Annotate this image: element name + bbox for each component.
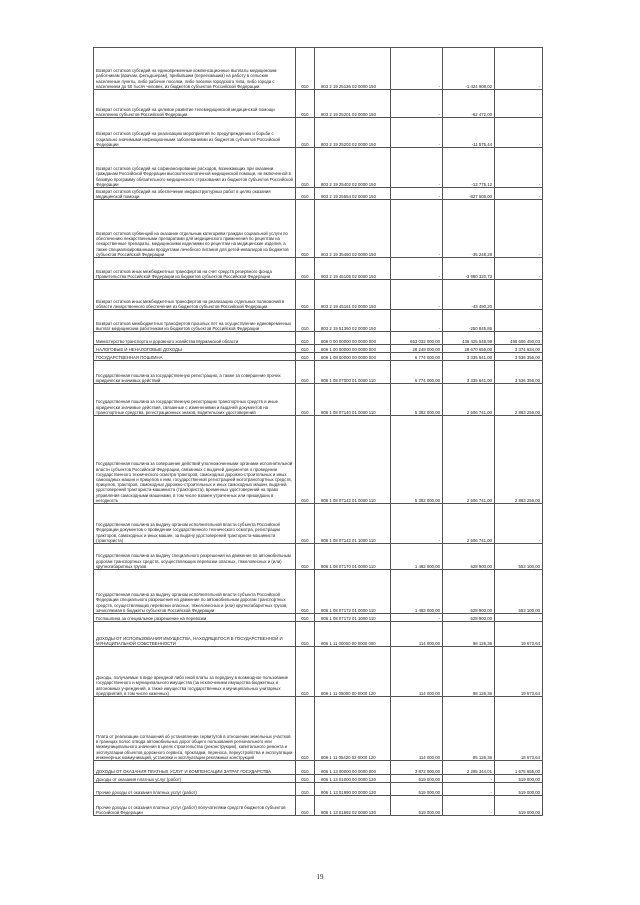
row-name: Возврат остатков межбюджетных трансфертов прошлых лет на осуществление единовременных выплат медицинским работникам из бюджетов субъектов Российской Федерации <box>94 310 296 332</box>
table-row <box>94 544 543 570</box>
row-kbk: 803 2 19 45105 02 0000 150 <box>315 258 391 280</box>
row-executed: 628 900,00 <box>443 614 495 622</box>
row-name: Государственная пошлина за выдачу специального разрешения на движение по автомобильным дорогам транспортных средств, осуществляющих перевозки опасных, тяжеловесных и (или) крупногабаритных грузов <box>94 544 296 570</box>
row-code: 010 <box>296 622 315 647</box>
row-code: 010 <box>296 783 315 796</box>
table-row <box>94 280 543 310</box>
row-approved: 5 392 000,00 <box>391 384 443 416</box>
row-kbk: 803 2 19 25554 02 0000 150 <box>315 188 391 200</box>
row-kbk: 806 1 11 05000 00 0000 120 <box>315 647 391 697</box>
row-approved: 519 000,00 <box>391 775 443 783</box>
row-kbk: 803 2 19 25201 02 0000 150 <box>315 90 391 118</box>
row-kbk: 806 1 13 01992 02 0000 130 <box>315 796 391 816</box>
row-approved: 653 032 000,00 <box>391 332 443 345</box>
row-unexecuted: - <box>495 310 543 332</box>
row-name: ГОСУДАРСТВЕННАЯ ПОШЛИНА <box>94 353 296 361</box>
table-row <box>94 697 543 761</box>
row-kbk: 806 1 11 00000 00 0000 000 <box>315 622 391 647</box>
table-row <box>94 258 543 280</box>
row-unexecuted: 553 100,00 <box>495 544 543 570</box>
row-executed: 98 126,36 <box>443 647 495 697</box>
row-kbk: 806 1 08 07172 01 1000 110 <box>315 614 391 622</box>
table-row <box>94 796 543 816</box>
row-unexecuted: 519 000,00 <box>495 775 543 783</box>
row-name: Возврат остатков субсидий на софинансирование расходов, возникающих при оказании гражданам Российской Федерации высокотехнологичной медицинской помощи, не включенной в базовую программу обязательного медицинского страхования из бюджетов субъектов Российской Федерации <box>94 148 296 188</box>
table-row <box>94 345 543 353</box>
row-name: Возврат остатков субсидий на единовременные компенсационные выплаты медицинским работникам (врачам, фельдшерам), прибывшим (переехавшим) на работу в сельские населенные пункты, либо рабочие поселки, либо поселки городского типа, либо города с населением до 50 тысяч человек, из бюджетов субъектов Российской Федерации <box>94 48 296 90</box>
row-kbk: 806 1 08 07140 01 0000 110 <box>315 384 391 416</box>
row-unexecuted: - <box>495 258 543 280</box>
row-name: Госпошлина за специальное разрешение на перевозки <box>94 614 296 622</box>
row-executed: 628 900,00 <box>443 544 495 570</box>
row-code: 010 <box>296 544 315 570</box>
row-approved: - <box>391 118 443 148</box>
row-code: 010 <box>296 361 315 384</box>
row-executed: -3 990 320,73 <box>443 258 495 280</box>
row-code: 010 <box>296 90 315 118</box>
row-executed: 628 900,00 <box>443 570 495 614</box>
row-kbk: 806 1 08 00000 00 0000 000 <box>315 353 391 361</box>
row-unexecuted: - <box>495 118 543 148</box>
row-name: Доходы от оказания платных услуг (работ) <box>94 775 296 783</box>
row-executed: 95 126,36 <box>443 697 495 761</box>
row-approved: - <box>391 48 443 90</box>
row-approved: 6 774 000,00 <box>391 353 443 361</box>
row-approved: 1 482 000,00 <box>391 570 443 614</box>
row-name: Прочие доходы от оказания платных услуг (работ) получателями средств бюджетов субъектов Российской Федерации <box>94 796 296 816</box>
row-code: 010 <box>296 796 315 816</box>
row-kbk: 803 2 19 25202 02 0000 150 <box>315 118 391 148</box>
row-approved: - <box>391 614 443 622</box>
row-executed: 98 126,36 <box>443 622 495 647</box>
table-row <box>94 353 543 361</box>
table-row <box>94 48 543 90</box>
row-executed: -827 505,00 <box>443 188 495 200</box>
row-approved: 114 000,00 <box>391 647 443 697</box>
row-executed: -1 424 908,02 <box>443 48 495 90</box>
row-name: Возврат остатков иных межбюджетных трансфертов на счет средств резервного фонда Правительства Российской Федерации из бюджетов субъектов Российской Федерации <box>94 258 296 280</box>
row-unexecuted: 2 883 256,00 <box>495 416 543 504</box>
table-row <box>94 761 543 775</box>
row-executed: 2 606 741,00 <box>443 384 495 416</box>
row-name: Государственная пошлина за совершение действий уполномоченными органами исполнительной власти субъектов Российской Федерации, связанных с выдачей документов о проведении государственного технического осмотра тракторов, самоходных дорожно-строительных и иных самоходных машин и прицепов к ним, государственной регистрацией мототранспортных средств, прицепов, тракторов, самоходных дорожно-строительных и иных самоходных машин, выдачей удостоверений тракториста-машиниста (тракториста), временных удостоверений на право управления самоходными машинами, в том числе взамен утраченных или пришедших в негодность <box>94 416 296 504</box>
row-kbk: 806 1 08 07142 01 1000 110 <box>315 504 391 544</box>
table-row <box>94 118 543 148</box>
row-approved: - <box>391 504 443 544</box>
row-executed: 2 295 344,01 <box>443 761 495 775</box>
row-name: ДОХОДЫ ОТ ОКАЗАНИЯ ПЛАТНЫХ УСЛУГ И КОМПЕНСАЦИИ ЗАТРАТ ГОСУДАРСТВА <box>94 761 296 775</box>
row-executed: -13 775,12 <box>443 148 495 188</box>
row-name: Государственная пошлина за выдачу органом исполнительной власти субъекта Российской Федерации специального разрешения на движение по автомобильным дорогам транспортных средств, осуществляющих перевозки опасных, тяжеловесных и (или) крупногабаритных грузов, зачисляемая в бюджеты субъектов Российской Федерации <box>94 570 296 614</box>
row-name: ДОХОДЫ ОТ ИСПОЛЬЗОВАНИЯ ИМУЩЕСТВА, НАХОДЯЩЕГОСЯ В ГОСУДАРСТВЕННОЙ И МУНИЦИПАЛЬНОЙ СОБСТВЕННОСТИ <box>94 622 296 647</box>
table-row <box>94 570 543 614</box>
row-unexecuted: - <box>495 504 543 544</box>
row-code: 010 <box>296 48 315 90</box>
table-row <box>94 148 543 188</box>
row-approved: 1 482 000,00 <box>391 544 443 570</box>
row-approved: - <box>391 148 443 188</box>
row-name: Возврат остатков субсидий на целевое развитие телемедицинской медицинской помощи населению субъектов Российской Федерации <box>94 90 296 118</box>
row-approved: 3 872 000,00 <box>391 761 443 775</box>
row-kbk: 803 2 19 51360 02 0000 150 <box>315 310 391 332</box>
row-name: Возврат остатков субсидий на реализацию мероприятий по предупреждению и борьбе с социально значимыми инфекционными заболеваниями из бюджетов субъектов Российской Федерации <box>94 118 296 148</box>
row-approved: 519 000,00 <box>391 783 443 796</box>
table-row <box>94 614 543 622</box>
row-code: 010 <box>296 258 315 280</box>
row-unexecuted: 1 675 655,00 <box>495 761 543 775</box>
row-kbk: 806 1 13 00000 00 0000 000 <box>315 761 391 775</box>
row-code: 010 <box>296 775 315 783</box>
table-row <box>94 200 543 258</box>
table-row <box>94 775 543 783</box>
row-kbk: 806 0 00 00000 00 0000 000 <box>315 332 391 345</box>
row-code: 010 <box>296 345 315 353</box>
row-approved: 114 000,00 <box>391 622 443 647</box>
row-code: 010 <box>296 647 315 697</box>
row-code: 010 <box>296 697 315 761</box>
row-approved: 5 392 000,00 <box>391 416 443 504</box>
row-unexecuted: 519 000,00 <box>495 796 543 816</box>
row-code: 010 <box>296 416 315 504</box>
revenue-table <box>93 47 543 816</box>
row-unexecuted: - <box>495 280 543 310</box>
row-approved: 519 000,00 <box>391 796 443 816</box>
row-code: 010 <box>296 280 315 310</box>
row-kbk: 806 1 00 00000 00 0000 000 <box>315 345 391 353</box>
row-code: 010 <box>296 353 315 361</box>
row-code: 010 <box>296 188 315 200</box>
row-code: 010 <box>296 148 315 188</box>
row-code: 010 <box>296 384 315 416</box>
row-executed: -250 845,86 <box>443 310 495 332</box>
row-kbk: 806 1 13 01990 00 0000 130 <box>315 783 391 796</box>
table-row <box>94 188 543 200</box>
row-unexecuted: 553 100,00 <box>495 570 543 614</box>
row-unexecuted: - <box>495 90 543 118</box>
row-name: Прочие доходы от оказания платных услуг (работ) <box>94 783 296 796</box>
table-row <box>94 504 543 544</box>
row-name: Доходы, получаемые в виде арендной либо иной платы за передачу в возмездное пользование государственного и муниципального имущества (за исключением имущества бюджетных и автономных учреждений, а также имущества государственных и муниципальных унитарных предприятий, в том числе казенных) <box>94 647 296 697</box>
row-code: 010 <box>296 614 315 622</box>
row-approved: - <box>391 188 443 200</box>
row-unexecuted: 3 536 356,00 <box>495 361 543 384</box>
table-row <box>94 647 543 697</box>
row-unexecuted: 19 673,64 <box>495 622 543 647</box>
table-row <box>94 783 543 796</box>
row-unexecuted: 2 883 256,00 <box>495 384 543 416</box>
row-code: 010 <box>296 504 315 544</box>
row-name: Министерство транспорта и дорожного хозяйства Мурманской области <box>94 332 296 345</box>
row-kbk: 806 1 11 05420 02 0000 120 <box>315 697 391 761</box>
row-executed: 28 670 655,00 <box>443 345 495 353</box>
row-unexecuted: 496 606 450,03 <box>495 332 543 345</box>
row-unexecuted: 19 673,64 <box>495 647 543 697</box>
row-kbk: 803 2 19 35460 02 0000 150 <box>315 200 391 258</box>
report-table-container <box>93 47 542 816</box>
row-kbk: 806 1 08 07170 01 0000 110 <box>315 544 391 570</box>
row-executed: 436 425 548,99 <box>443 332 495 345</box>
row-name: Государственная пошлина за государственную регистрацию, а также за совершение прочих юридически значимых действий <box>94 361 296 384</box>
table-row <box>94 332 543 345</box>
page-number: 19 <box>316 873 324 881</box>
row-executed: -35 248,28 <box>443 200 495 258</box>
revenue-table-body <box>94 48 543 816</box>
row-unexecuted: 18 673,64 <box>495 697 543 761</box>
row-code: 010 <box>296 332 315 345</box>
row-unexecuted: - <box>495 614 543 622</box>
row-unexecuted: - <box>495 188 543 200</box>
row-approved: - <box>391 258 443 280</box>
row-kbk: 806 1 08 07142 01 0000 110 <box>315 416 391 504</box>
row-executed: 3 335 641,00 <box>443 361 495 384</box>
row-unexecuted: - <box>495 48 543 90</box>
row-executed: 3 335 641,00 <box>443 353 495 361</box>
row-executed: -43 490,20 <box>443 280 495 310</box>
row-executed: - <box>443 775 495 783</box>
row-executed: -11 575,44 <box>443 118 495 148</box>
row-kbk: 803 2 19 45161 02 0000 150 <box>315 280 391 310</box>
row-name: Плата от реализации соглашений об установлении сервитутов в отношении земельных участков в границах полос отвода автомобильных дорог общего пользования регионального или межмуниципального значения в целях строительства (реконструкции), капитального ремонта и эксплуатации объектов дорожного сервиса, прокладки, переноса, переустройства и эксплуатации инженерных коммуникаций, установки и эксплуатации рекламных конструкций <box>94 697 296 761</box>
row-executed: 2 606 741,00 <box>443 504 495 544</box>
row-unexecuted: - <box>495 200 543 258</box>
row-name: Государственная пошлина за выдачу органом исполнительной власти субъекта Российской Федерации документов о проведении государственного технического осмотра, регистрации тракторов, самоходных и иных машин, за выдачу удостоверений тракториста-машиниста (тракториста) <box>94 504 296 544</box>
row-name: Возврат остатков иных межбюджетных трансфертов на реализацию отдельных полномочий в области лекарственного обеспечения из бюджетов субъектов Российской Федерации <box>94 280 296 310</box>
row-approved: - <box>391 310 443 332</box>
row-name: Возврат остатков субвенций на оказание отдельным категориям граждан социальной услуги по обеспечению лекарственными препаратами для медицинского применения по рецептам на лекарственные препараты, медицинскими изделиями по рецептам на медицинские изделия, а также специализированными продуктами лечебного питания для детей-инвалидов из бюджетов субъектов Российской Федерации <box>94 200 296 258</box>
row-kbk: 806 1 08 07000 01 0000 110 <box>315 361 391 384</box>
row-approved: 28 248 000,00 <box>391 345 443 353</box>
row-kbk: 803 2 19 25402 02 0000 150 <box>315 148 391 188</box>
row-name: Государственная пошлина за государственную регистрацию транспортных средств и иные юридически значимые действия, связанные с изменениями и выдачей документов на транспортные средства, регистрационных знаков, водительских удостоверений <box>94 384 296 416</box>
table-row <box>94 361 543 384</box>
row-code: 010 <box>296 761 315 775</box>
table-row <box>94 622 543 647</box>
row-kbk: 803 2 19 25136 02 0000 150 <box>315 48 391 90</box>
row-kbk: 806 1 13 01000 00 0000 130 <box>315 775 391 783</box>
row-executed: -62 472,00 <box>443 90 495 118</box>
row-code: 010 <box>296 118 315 148</box>
row-executed: - <box>443 783 495 796</box>
row-unexecuted: - <box>495 148 543 188</box>
row-unexecuted: 3 536 356,00 <box>495 353 543 361</box>
table-row <box>94 90 543 118</box>
row-code: 010 <box>296 570 315 614</box>
row-name: Возврат остатков субсидий на обеспечение инфраструктурных работ в целях оказания медицинской помощи <box>94 188 296 200</box>
table-row <box>94 310 543 332</box>
row-kbk: 806 1 08 07172 01 0000 110 <box>315 570 391 614</box>
row-unexecuted: 519 000,00 <box>495 783 543 796</box>
table-row <box>94 384 543 416</box>
row-approved: - <box>391 280 443 310</box>
row-approved: - <box>391 200 443 258</box>
row-approved: 114 000,00 <box>391 697 443 761</box>
row-name: НАЛОГОВЫЕ И НЕНАЛОГОВЫЕ ДОХОДЫ <box>94 345 296 353</box>
row-code: 010 <box>296 310 315 332</box>
row-unexecuted: 3 374 634,00 <box>495 345 543 353</box>
table-row <box>94 416 543 504</box>
row-executed: - <box>443 796 495 816</box>
row-approved: - <box>391 90 443 118</box>
row-approved: 6 774 000,00 <box>391 361 443 384</box>
row-executed: 2 606 741,00 <box>443 416 495 504</box>
row-code: 010 <box>296 200 315 258</box>
